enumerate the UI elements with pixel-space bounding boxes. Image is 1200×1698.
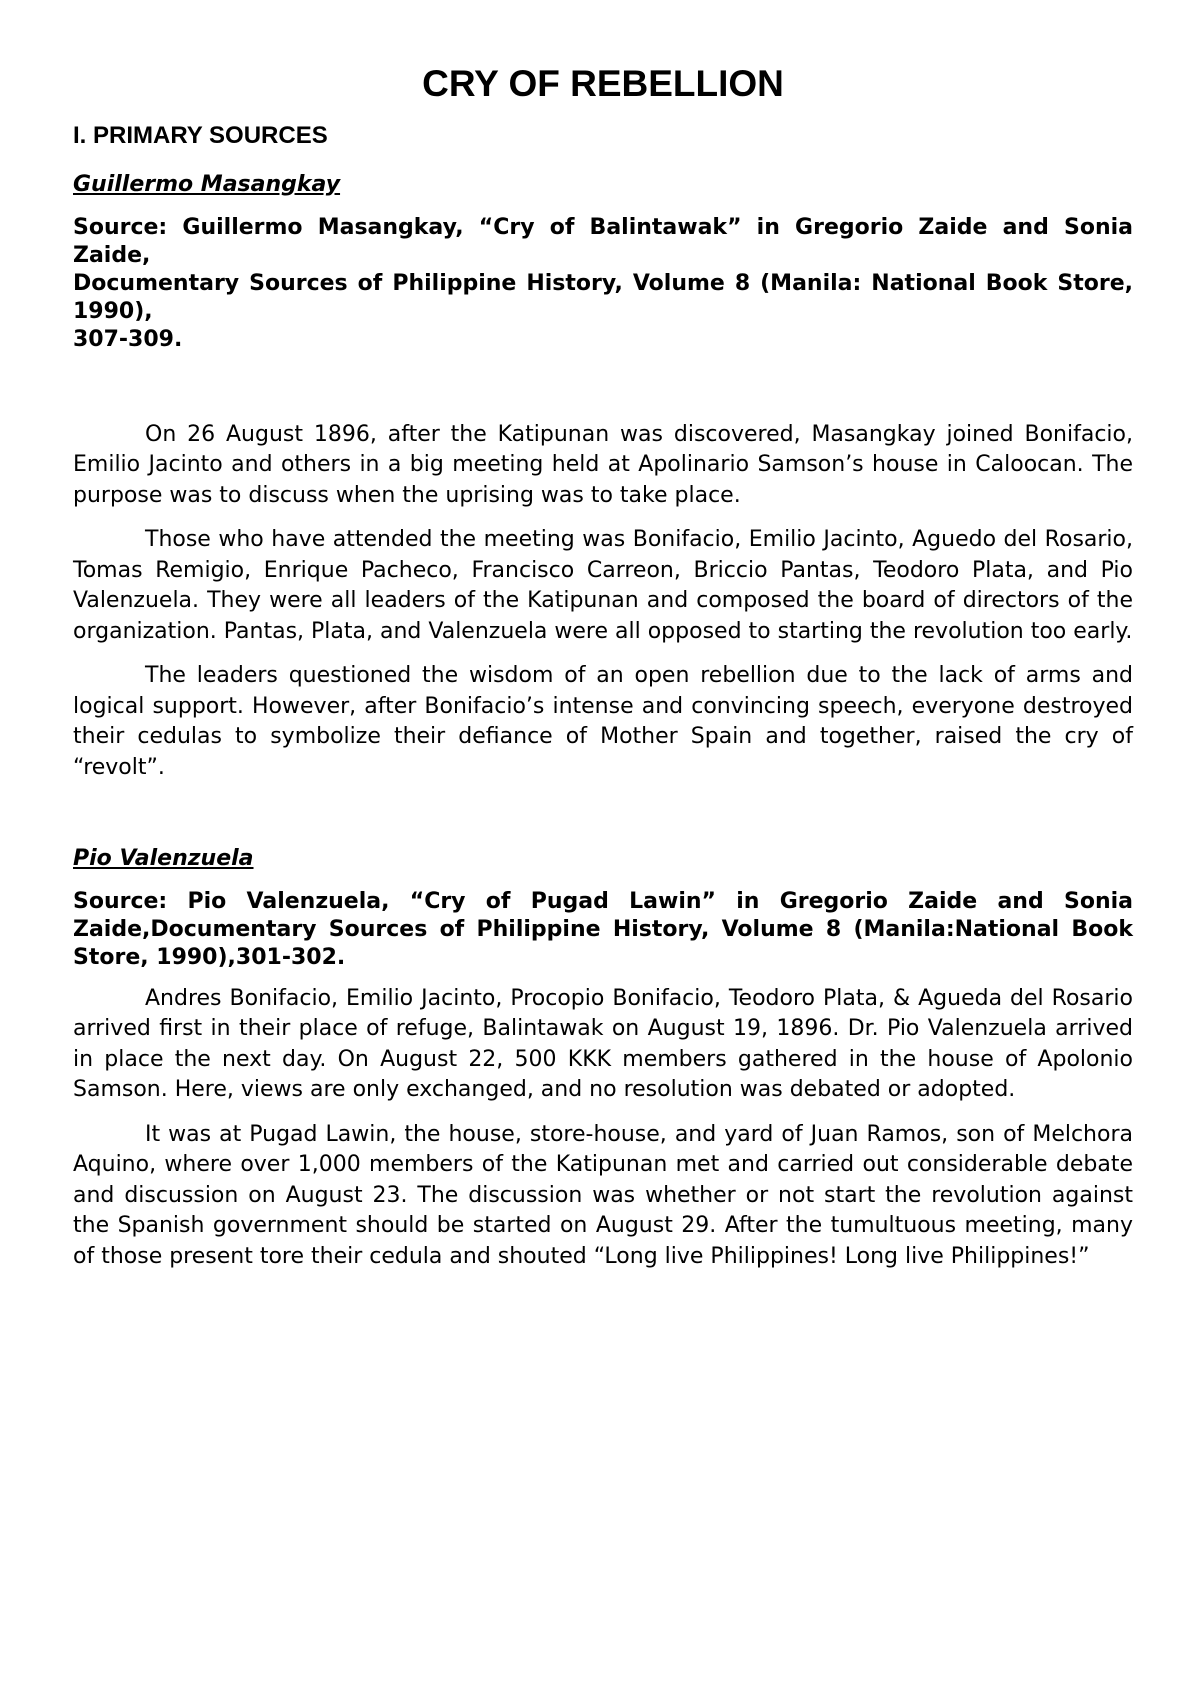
person-name-valenzuela: Pio Valenzuela — [73, 846, 254, 872]
body-paragraph: The leaders questioned the wisdom of an open rebellion due to the lack of arms and logical support. However, after Bonifacio’s intense and convincing speech, everyone destroyed their cedulas to symbolize their defiance of Mother Spain and together, raised the cry of “revolt”. — [73, 663, 1133, 780]
person-name-masangkay: Guillermo Masangkay — [73, 172, 341, 198]
section-heading: I. PRIMARY SOURCES — [73, 122, 328, 150]
source-citation-valenzuela — [73, 888, 1133, 972]
body-paragraph: Andres Bonifacio, Emilio Jacinto, Procopio Bonifacio, Teodoro Plata, & Agueda del Rosario arrived first in their place of refuge, Balintawak on August 19, 1896. Dr. Pio Valenzuela arrived in place the next day. On August 22, 500 KKK members gathered in the house of Apolonio Samson. Here, views are only exchanged, and no resolution was debated or adopted. — [73, 985, 1133, 1103]
body-paragraph: It was at Pugad Lawin, the house, store-house, and yard of Juan Ramos, son of Melchora Aquino, where over 1,000 members of the Katipunan met and carried out considerable debate and discussion on August 23. The discussion was whether or not start the revolution against the Spanish government should be started on August 29. After the tumultuous meeting, many of those present tore their cedula and shouted “Long live Philippines! Long live Philippines!” — [73, 1121, 1133, 1269]
source-line: 307-309. — [73, 326, 183, 352]
source-line: Source: Guillermo Masangkay, “Cry of Balintawak” in Gregorio Zaide and Sonia Zaide, — [73, 214, 1133, 268]
body-paragraph: Those who have attended the meeting was Bonifacio, Emilio Jacinto, Aguedo del Rosario, Tomas Remigio, Enrique Pacheco, Francisco Carreon, Briccio Pantas, Teodoro Plata, and Pio Valenzuela. They were all leaders of the Katipunan and composed the board of directors of the organization. Pantas, Plata, and Valenzuela were all opposed to starting the revolution too early. — [73, 527, 1133, 644]
document-title: CRY OF REBELLION — [422, 63, 784, 104]
source-citation-masangkay — [73, 214, 1133, 354]
document-page — [73, 62, 1133, 1286]
source-line: Source: Pio Valenzuela, “Cry of Pugad Lawin” in Gregorio Zaide and Sonia Zaide,Documentary Sources of Philippine History, Volume 8 (Manila:National Book Store, 1990),301-302. — [73, 888, 1133, 970]
source-line: Documentary Sources of Philippine History, Volume 8 (Manila: National Book Store, 1990), — [73, 270, 1133, 324]
body-paragraph: On 26 August 1896, after the Katipunan was discovered, Masangkay joined Bonifacio, Emilio Jacinto and others in a big meeting held at Apolinario Samson’s house in Caloocan. The purpose was to discuss when the uprising was to take place. — [73, 421, 1133, 508]
